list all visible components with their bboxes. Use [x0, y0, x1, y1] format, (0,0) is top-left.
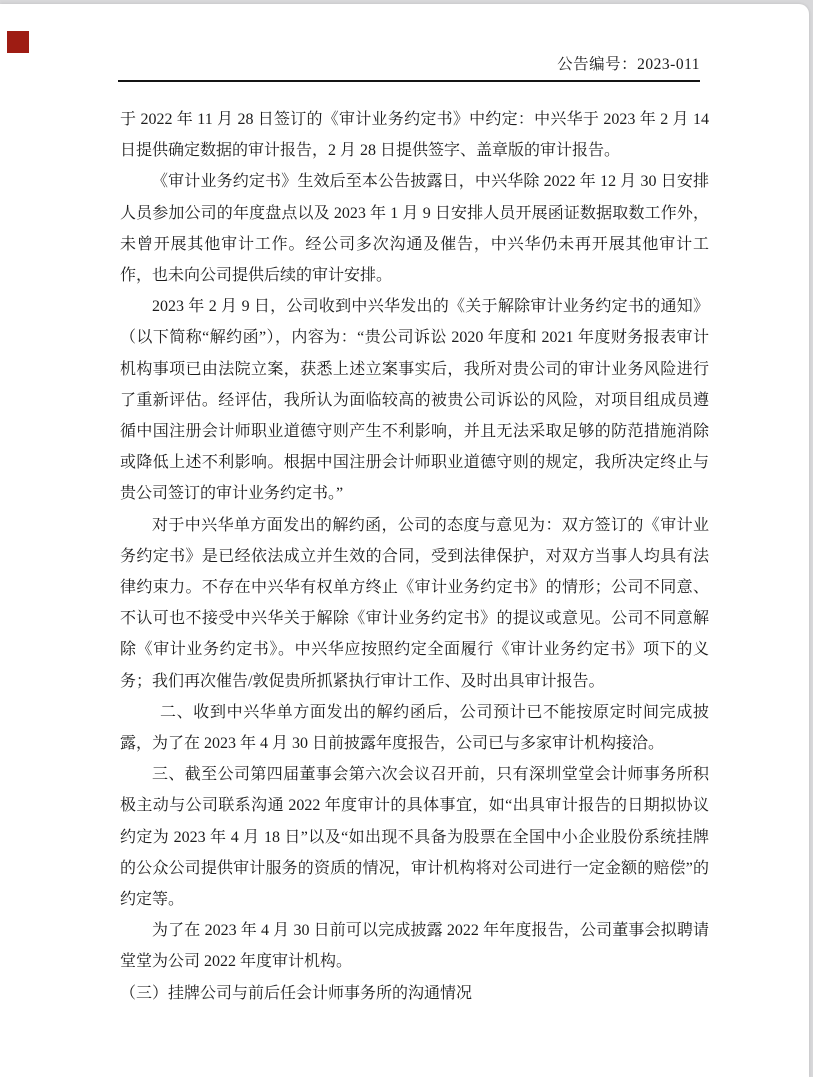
paragraph-7: 为了在 2023 年 4 月 30 日前可以完成披露 2022 年年度报告，公司董事会拟聘请堂堂为公司 2022 年度审计机构。 [120, 922, 709, 971]
paragraph-3: 2023 年 2 月 9 日，公司收到中兴华发出的《关于解除审计业务约定书的通知》（以下简称“解约函”），内容为：“贵公司诉讼 2020 年度和 2021 年度财务报表审计机构事项已由法院立案，获悉上述立案事实后，我所对贵公司的审计业务风险进行了重新评估。经评估，我所认为面临较高的被贵公司诉讼的风险，对项目组成员遵循中国注册会计师职业道德守则产生不利影响，并且无法采取足够的防范措施消除或降低上述不利影响。根据中国注册会计师职业道德守则的规定，我所决定终止与贵公司签订的审计业务约定书。” [120, 298, 709, 503]
document-body [120, 104, 709, 1009]
document-page [0, 4, 809, 1077]
paragraph-4: 对于中兴华单方面发出的解约函，公司的态度与意见为：双方签订的《审计业务约定书》是已经依法成立并生效的合同，受到法律保护，对双方当事人均具有法律约束力。不存在中兴华有权单方终止《审计业务约定书》的情形；公司不同意、不认可也不接受中兴华关于解除《审计业务约定书》的提议或意见。公司不同意解除《审计业务约定书》。中兴华应按照约定全面履行《审计业务约定书》项下的义务；我们再次催告/敦促贵所抓紧执行审计工作、及时出具审计报告。 [120, 516, 709, 690]
announcement-number: 公告编号：2023-011 [557, 56, 700, 73]
paragraph-2: 《审计业务约定书》生效后至本公告披露日，中兴华除 2022 年 12 月 30 日安排人员参加公司的年度盘点以及 2023 年 1 月 9 日安排人员开展函证数据取数工作外，未曾开展其他审计工作。经公司多次沟通及催告，中兴华仍未再开展其他审计工作，也未向公司提供后续的审计安排。 [120, 173, 709, 285]
paragraph-5: 二、收到中兴华单方面发出的解约函后，公司预计已不能按原定时间完成披露，为了在 2023 年 4 月 30 日前披露年度报告，公司已与多家审计机构接洽。 [120, 703, 709, 753]
paragraph-6: 三、截至公司第四届董事会第六次会议召开前，只有深圳堂堂会计师事务所积极主动与公司联系沟通 2022 年度审计的具体事宜，如“出具审计报告的日期拟协议约定为 2023 年 4 月 18 日”以及“如出现不具备为股票在全国中小企业股份系统挂牌的公众公司提供审计服务的资质的情况，审计机构将对公司进行一定金额的赔偿”的约定等。 [120, 766, 709, 909]
paragraph-1: 于 2022 年 11 月 28 日签订的《审计业务约定书》中约定：中兴华于 2023 年 2 月 14 日提供确定数据的审计报告，2 月 28 日提供签字、盖章版的审计报告。 [120, 111, 709, 160]
header-divider [118, 80, 700, 82]
paragraph-8: （三）挂牌公司与前后任会计师事务所的沟通情况 [120, 984, 473, 1002]
red-corner-marker [7, 31, 29, 53]
